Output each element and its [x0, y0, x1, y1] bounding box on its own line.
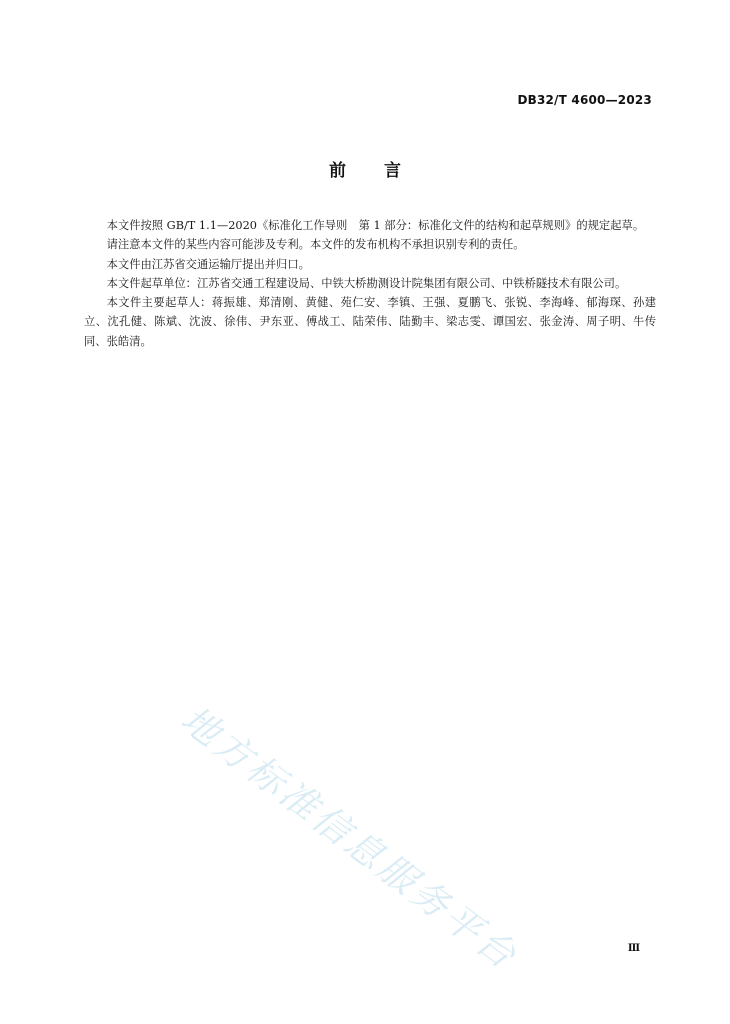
page-number: Ⅲ	[627, 943, 640, 954]
document-code: DB32/T 4600—2023	[517, 93, 652, 107]
preface-body	[84, 216, 656, 351]
paragraph-proposer: 本文件由江苏省交通运输厅提出并归口。	[106, 257, 310, 271]
paragraph-drafting-rules: 本文件按照 GB/T 1.1—2020《标准化工作导则 第 1 部分：标准化文件的结构和起草规则》的规定起草。	[106, 219, 645, 232]
paragraph-patent-notice: 请注意本文件的某些内容可能涉及专利。本文件的发布机构不承担识别专利的责任。	[106, 238, 525, 252]
section-title: 前言	[329, 161, 439, 181]
paragraph-drafters: 本文件主要起草人：蒋振雄、郑清刚、黄健、苑仁安、李镇、王强、夏鹏飞、张锐、李海峰、郁海琛、孙建立、沈孔健、陈斌、沈波、徐伟、尹东亚、傅战工、陆荣伟、陆勤丰、梁志雯、谭国宏、张金涛、周子明、牛传同、张皓清。	[84, 296, 656, 348]
watermark-text: 地方标准信息服务平台	[172, 697, 527, 979]
paragraph-drafting-units: 本文件起草单位：江苏省交通工程建设局、中铁大桥勘测设计院集团有限公司、中铁桥隧技术有限公司。	[106, 276, 627, 290]
